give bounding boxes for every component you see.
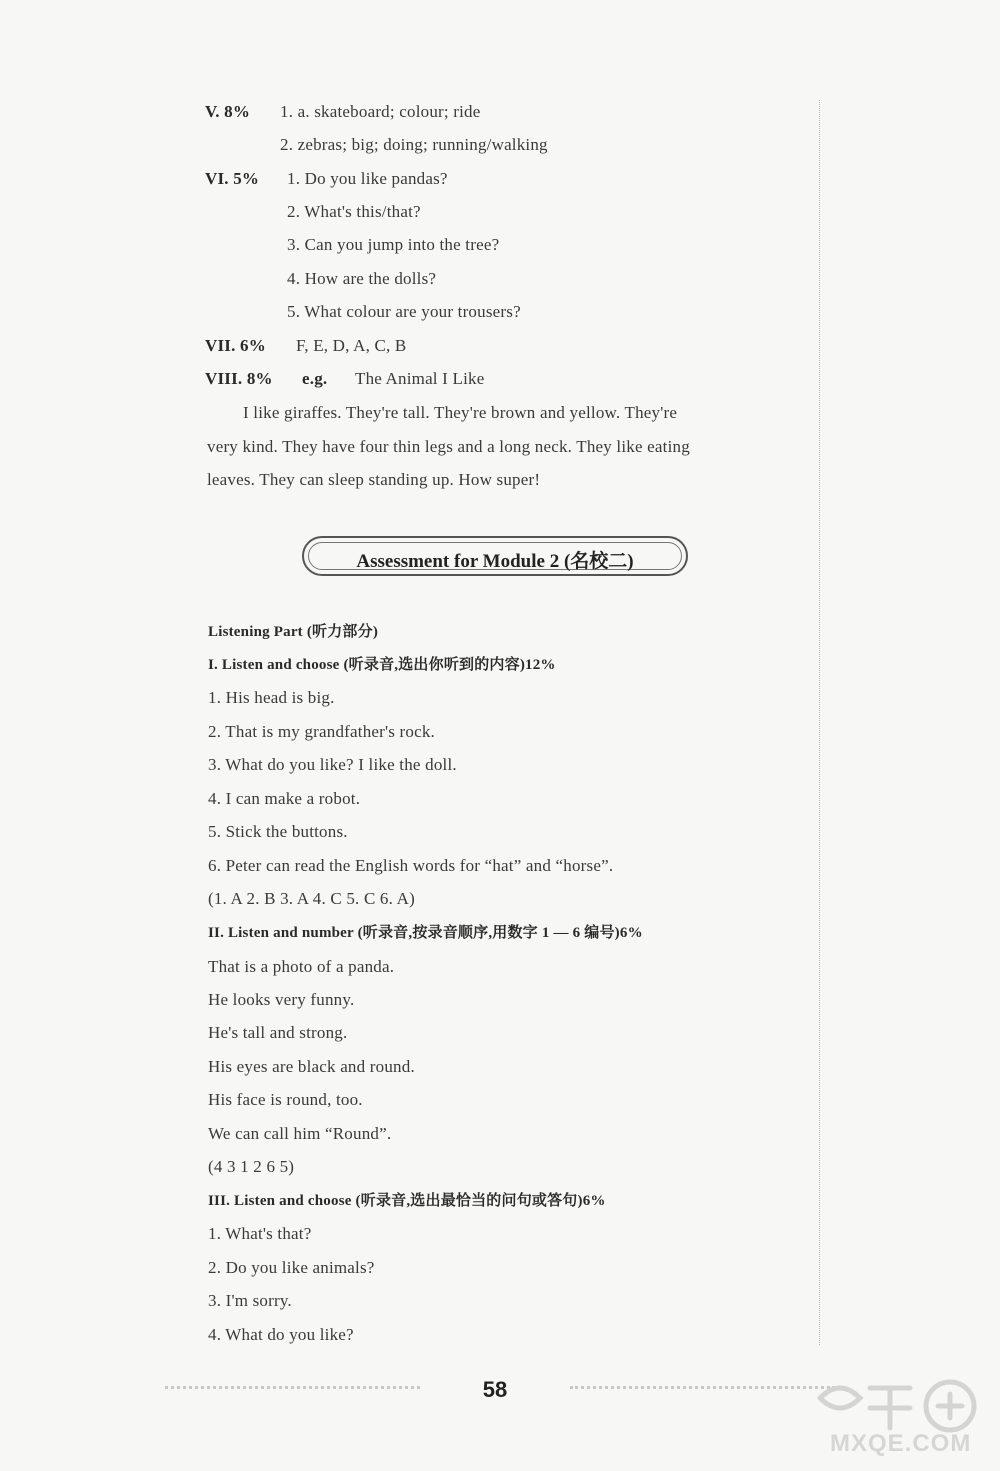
section-viii-title: The Animal I Like [355, 369, 485, 388]
s2-item-1: That is a photo of a panda. [208, 957, 395, 976]
s1-item-5: 5. Stick the buttons. [208, 822, 348, 841]
section-vii-tag: VII. 6% [205, 336, 266, 355]
s3-item-1: 1. What's that? [208, 1224, 312, 1243]
s1-item-6: 6. Peter can read the English words for “hat” and “horse”. [208, 856, 614, 875]
footer-rule-right [570, 1386, 835, 1389]
page-number: 58 [482, 1377, 508, 1402]
section-1-heading: I. Listen and choose (听录音,选出你听到的内容)12% [208, 657, 556, 673]
s3-item-4: 4. What do you like? [208, 1325, 354, 1344]
s2-answer-key: (4 3 1 2 6 5) [208, 1157, 295, 1176]
section-v-item-1: 1. a. skateboard; colour; ride [280, 102, 481, 121]
section-3-heading: III. Listen and choose (听录音,选出最恰当的问句或答句)6% [208, 1193, 606, 1209]
s1-item-2: 2. That is my grandfather's rock. [208, 722, 435, 741]
essay-line-3: leaves. They can sleep standing up. How super! [207, 470, 541, 489]
section-v-tag: V. 8% [205, 102, 251, 121]
section-viii-tag: VIII. 8% [205, 369, 273, 388]
essay-line-2: very kind. They have four thin legs and a long neck. They like eating [207, 437, 690, 456]
section-2-heading: II. Listen and number (听录音,按录音顺序,用数字 1 — 6 编号)6% [208, 925, 643, 941]
footer-rule-left [165, 1386, 420, 1389]
assessment-title: Assessment for Module 2 (名校二) [356, 551, 634, 572]
section-vi-item-4: 4. How are the dolls? [287, 269, 437, 288]
section-vi-item-3: 3. Can you jump into the tree? [287, 235, 500, 254]
s1-answer-key: (1. A 2. B 3. A 4. C 5. C 6. A) [208, 889, 415, 908]
s2-item-5: His face is round, too. [208, 1090, 363, 1109]
section-v-item-2: 2. zebras; big; doing; running/walking [280, 135, 548, 154]
section-vi-tag: VI. 5% [205, 169, 260, 188]
s1-item-3: 3. What do you like? I like the doll. [208, 755, 457, 774]
section-vii-answer: F, E, D, A, C, B [296, 336, 407, 355]
s2-item-4: His eyes are black and round. [208, 1057, 415, 1076]
section-viii-eg: e.g. [302, 369, 328, 388]
section-vi-item-5: 5. What colour are your trousers? [287, 302, 521, 321]
assessment-title-box [302, 536, 688, 576]
listening-part-heading: Listening Part (听力部分) [208, 624, 379, 640]
section-vi-item-1: 1. Do you like pandas? [287, 169, 448, 188]
section-vi-item-2: 2. What's this/that? [287, 202, 421, 221]
s1-item-1: 1. His head is big. [208, 688, 335, 707]
s2-item-2: He looks very funny. [208, 990, 355, 1009]
s1-item-4: 4. I can make a robot. [208, 789, 361, 808]
watermark-text: MXQE.COM [830, 1430, 972, 1457]
s3-item-2: 2. Do you like animals? [208, 1258, 375, 1277]
s3-item-3: 3. I'm sorry. [208, 1291, 292, 1310]
essay-line-1: I like giraffes. They're tall. They're brown and yellow. They're [243, 403, 678, 422]
s2-item-3: He's tall and strong. [208, 1023, 348, 1042]
s2-item-6: We can call him “Round”. [208, 1124, 392, 1143]
margin-rule [819, 100, 820, 1345]
